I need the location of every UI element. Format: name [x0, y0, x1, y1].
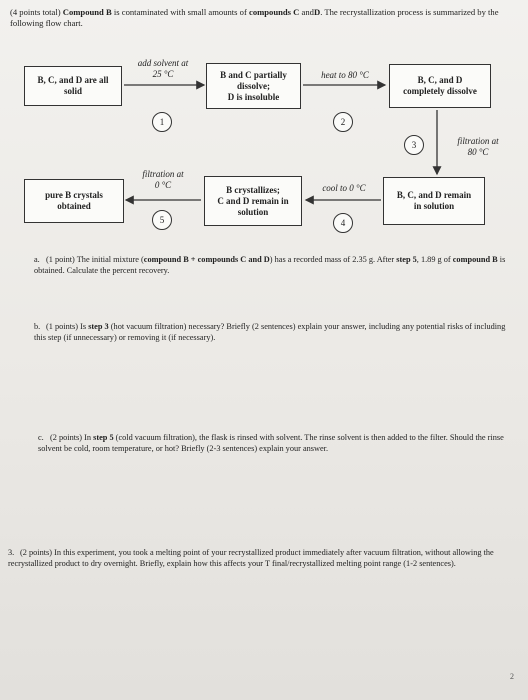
step-3-badge: 3	[404, 135, 424, 155]
question-a-post: is obtained. Calculate the percent recovery.	[34, 255, 506, 275]
label-add-solvent-line2: 25 °C	[152, 69, 174, 79]
box6-line1: pure B crystals	[45, 190, 103, 200]
question-3-number: 3.	[8, 548, 15, 557]
question-a-bold1: compound B + compounds C and D	[143, 255, 270, 264]
label-filtration-80	[446, 136, 510, 158]
question-a-bold3: compound B	[452, 255, 498, 264]
step-1-badge: 1	[152, 112, 172, 132]
label-add-solvent	[126, 58, 200, 80]
question-a-mid2: , 1.89 g of	[416, 255, 453, 264]
question-a-letter: a.	[34, 255, 40, 264]
label-filtration-80-line2: 80 °C	[467, 147, 489, 157]
question-b	[34, 322, 512, 343]
step-4-badge: 4	[333, 213, 353, 233]
question-a	[34, 255, 522, 276]
question-a-bold2: step 5	[396, 255, 417, 264]
question-c-bold1: step 5	[93, 433, 114, 442]
box4-line2: in solution	[413, 201, 455, 211]
intro-compound-b: Compound B	[62, 7, 112, 17]
box5-line3: solution	[237, 206, 269, 217]
flow-box-complete-dissolve	[389, 64, 491, 108]
box5-line2: C and D remain in	[217, 195, 289, 206]
question-c-post: (cold vacuum filtration), the flask is rinsed with solvent. The rinse solvent is then added to the filter. Should the rinse solvent be cold, room temperature, or hot? Briefly (2-3 sentences) explain your answer.	[38, 433, 504, 453]
question-b-pre: (1 points) Is	[46, 322, 89, 331]
flow-box-pure-crystals	[24, 179, 124, 223]
question-b-bold1: step 3	[88, 322, 109, 331]
box1-line2: solid	[63, 86, 82, 96]
step-5-badge: 5	[152, 210, 172, 230]
box3-line2: completely dissolve	[403, 86, 477, 96]
intro-and: and	[301, 7, 314, 17]
intro-middle: is contaminated with small amounts of	[113, 7, 247, 17]
intro-compounds-c: compounds C	[249, 7, 300, 17]
step-2-badge: 2	[333, 112, 353, 132]
label-filtration-80-line1: filtration at	[457, 136, 499, 146]
question-b-post: (hot vacuum filtration) necessary? Briefly (2 sentences) explain your answer, including any potential risks of including this step (if unnecessary) or removing it (if necessary).	[34, 322, 506, 342]
box6-line2: obtained	[57, 201, 91, 211]
question-c-letter: c.	[38, 433, 44, 442]
box2-line1: B and C partially	[220, 69, 287, 80]
question-3	[8, 548, 514, 569]
label-filtration-0	[126, 169, 200, 191]
box4-line1: B, C, and D remain	[396, 190, 472, 200]
question-a-mid: ) has a recorded mass of 2.35 g. After	[269, 255, 397, 264]
question-b-letter: b.	[34, 322, 41, 331]
box2-line3: D is insoluble	[227, 91, 280, 102]
label-add-solvent-line1: add solvent at	[137, 58, 189, 68]
label-heat: heat to 80 °C	[321, 70, 369, 80]
label-filtration-0-line2: 0 °C	[154, 180, 172, 190]
flow-box-b-crystallizes	[204, 176, 302, 226]
intro-compound-d: D	[313, 7, 321, 17]
question-a-pre: (1 point) The initial mixture (	[46, 255, 144, 264]
box5-line1: B crystallizes;	[226, 184, 280, 195]
intro-points: (4 points total)	[10, 7, 61, 17]
flow-box-partial-dissolve	[206, 63, 301, 109]
flow-box-remain-in-solution	[383, 177, 485, 225]
question-c-pre: (2 points) In	[50, 433, 94, 442]
label-filtration-0-line1: filtration at	[142, 169, 184, 179]
box2-line2: dissolve;	[236, 80, 270, 91]
flow-box-initial-solids	[24, 66, 122, 106]
question-c	[38, 433, 522, 454]
label-cool: cool to 0 °C	[322, 183, 366, 193]
intro-tail: . The recrystallization process is summarized by the following flow chart.	[10, 7, 499, 28]
box1-line1: B, C, and D are all	[37, 75, 109, 85]
question-3-text: (2 points) In this experiment, you took a melting point of your recrystallized product immediately after vacuum filtration, without allowing the recrystallized product to dry overnight. Briefly, explain how this affects your T final/recrystallized melting point range (1-2 sentences).	[8, 548, 494, 568]
box3-line1: B, C, and D	[417, 75, 463, 85]
page-number: 2	[510, 672, 514, 681]
